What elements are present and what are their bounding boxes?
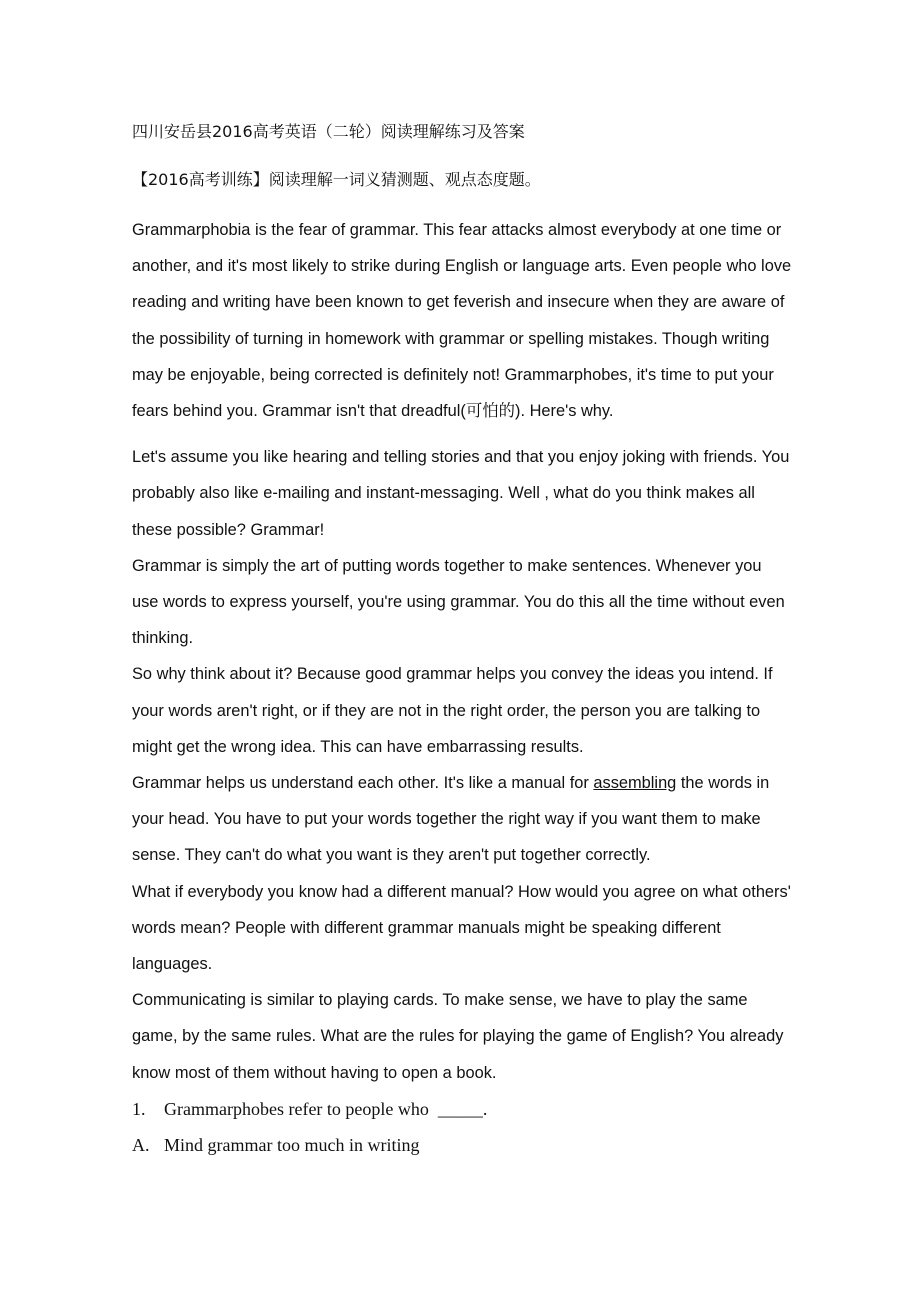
paragraph-2: Let's assume you like hearing and telling stories and that you enjoy joking with friends. You probably also like e-mailing and instant-messaging. Well , what do you think makes all these possible? Grammar! bbox=[132, 448, 790, 539]
paragraph-3: Grammar is simply the art of putting words together to make sentences. Whenever you use words to express yourself, you're using grammar. You do this all the time without even thinking. bbox=[132, 556, 785, 648]
option-a-text: Mind grammar too much in writing bbox=[164, 1134, 420, 1155]
paragraph-6: What if everybody you know had a different manual? How would you agree on what others' words mean? People with different grammar manuals might be speaking different languages. bbox=[132, 882, 791, 974]
document-subtitle: 【2016高考训练】阅读理解一词义猜测题、观点态度题。 bbox=[132, 170, 541, 189]
paragraph-1: Grammarphobia is the fear of grammar. This fear attacks almost everybody at one time or another, and it's most likely to strike during English or language arts. Even people who love reading and writing have been known to get feverish and insecure when they are aware of the possibility of turning in homework with grammar or spelling mistakes. Though writing may be enjoyable, being corrected is definitely not! Grammarphobes, it's time to put your fears behind you. Grammar isn't that dreadful(可怕的). Here's why. bbox=[132, 221, 792, 421]
question-1 bbox=[132, 1091, 792, 1127]
paragraph-7: Communicating is similar to playing cards. To make sense, we have to play the same game, by the same rules. What are the rules for playing the game of English? You already know most of them without having to open a book. bbox=[132, 991, 784, 1082]
option-a bbox=[132, 1127, 792, 1163]
paragraph-5-after: the words in your head. You have to put your words together the right way if you want them to make sense. They can't do what you want is they aren't put together correctly. bbox=[132, 774, 770, 865]
document-title: 四川安岳县2016高考英语（二轮）阅读理解练习及答案 bbox=[132, 122, 525, 141]
document-page bbox=[132, 118, 792, 1163]
question-1-text: Grammarphobes refer to people who _____. bbox=[164, 1098, 488, 1119]
question-1-number: 1. bbox=[132, 1098, 146, 1119]
paragraph-5 bbox=[132, 765, 792, 874]
underlined-word: assembling bbox=[593, 774, 677, 793]
option-a-letter: A. bbox=[132, 1134, 150, 1155]
paragraph-5-before: Grammar helps us understand each other. It's like a manual for bbox=[132, 774, 594, 793]
paragraph-4: So why think about it? Because good grammar helps you convey the ideas you intend. If your words aren't right, or if they are not in the right order, the person you are talking to might get the wrong idea. This can have embarrassing results. bbox=[132, 665, 773, 756]
